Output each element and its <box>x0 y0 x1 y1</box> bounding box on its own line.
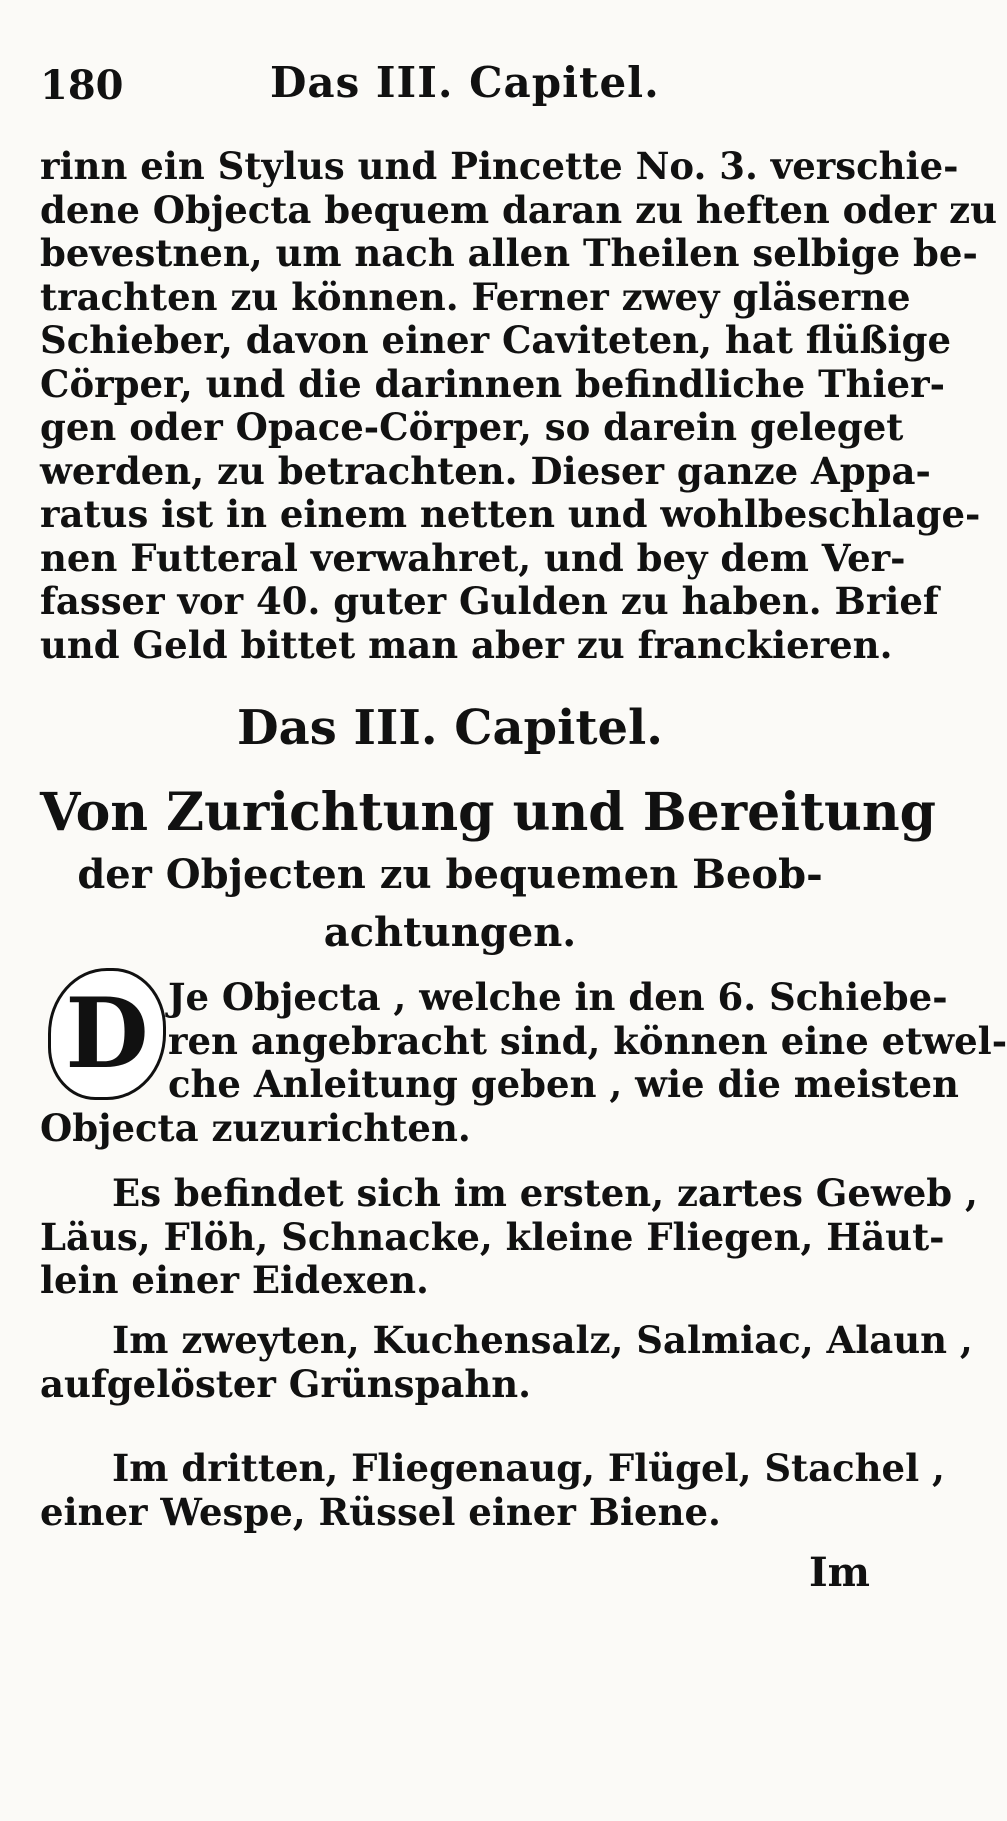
text-line: dene Objecta bequem daran zu heften oder zu <box>40 187 998 232</box>
text-line: Läus, Flöh, Schnacke, kleine Fliegen, Häut- <box>40 1214 945 1259</box>
text-line: gen oder Opace-Cörper, so darein geleget <box>40 405 904 449</box>
text-line: fasser vor 40. guter Gulden zu haben. Brief <box>40 579 939 623</box>
text-line: aufgelöster Grünspahn. <box>40 1361 532 1406</box>
chapter-title <box>40 780 936 962</box>
text-line: nen Futteral verwahret, und bey dem Ver- <box>40 535 906 580</box>
text-line: und Geld bittet man aber zu franckieren. <box>40 622 893 667</box>
text-line: ratus ist in einem netten und wohlbeschlage- <box>40 492 981 536</box>
text-line: lein einer Eidexen. <box>40 1258 429 1302</box>
text-line: che Anleitung geben , wie die meisten <box>168 1062 959 1106</box>
text-line: Je Objecta , welche in den 6. Schiebe- <box>168 975 948 1019</box>
text-line: Im zweyten, Kuchensalz, Salmiac, Alaun , <box>112 1318 973 1362</box>
text-line: Objecta zuzurichten. <box>40 1105 471 1150</box>
text-line: Im dritten, Fliegenaug, Flügel, Stachel , <box>112 1446 945 1490</box>
text-line: rinn ein Stylus und Pincette No. 3. verschie- <box>40 144 959 188</box>
paragraph-second-slide <box>40 1318 973 1406</box>
catchword: Im <box>808 1549 870 1596</box>
running-title: Das III. Capitel. <box>270 58 660 107</box>
text-line: trachten zu können. Ferner zwey gläserne <box>40 274 911 319</box>
intro-paragraph <box>40 144 998 667</box>
running-head <box>40 58 860 118</box>
chapter-title-sub-2: achtungen. <box>323 909 577 956</box>
chapter-title-sub-1: der Objecten zu bequemen Beob- <box>77 851 823 898</box>
chapter-title-main: Von Zurichtung und Bereitung <box>40 782 936 843</box>
text-line: einer Wespe, Rüssel einer Biene. <box>40 1489 721 1534</box>
first-paragraph <box>40 975 1007 1150</box>
page-number: 180 <box>40 62 124 109</box>
text-line: ren angebracht sind, können eine etwel- <box>168 1018 1007 1063</box>
paragraph-third-slide <box>40 1446 945 1534</box>
text-line: werden, zu betrachten. Dieser ganze Appa- <box>40 448 931 493</box>
text-line: Es befindet sich im ersten, zartes Geweb , <box>112 1171 978 1215</box>
paragraph-first-slide <box>40 1171 978 1303</box>
text-line: bevestnen, um nach allen Theilen selbige be- <box>40 231 978 275</box>
text-line: Cörper, und die darinnen befindliche Thier- <box>40 361 945 406</box>
text-line: Schieber, davon einer Caviteten, hat flüßige <box>40 318 952 362</box>
chapter-heading: Das III. Capitel. <box>237 700 663 756</box>
ornamental-dropcap: D <box>48 968 166 1100</box>
